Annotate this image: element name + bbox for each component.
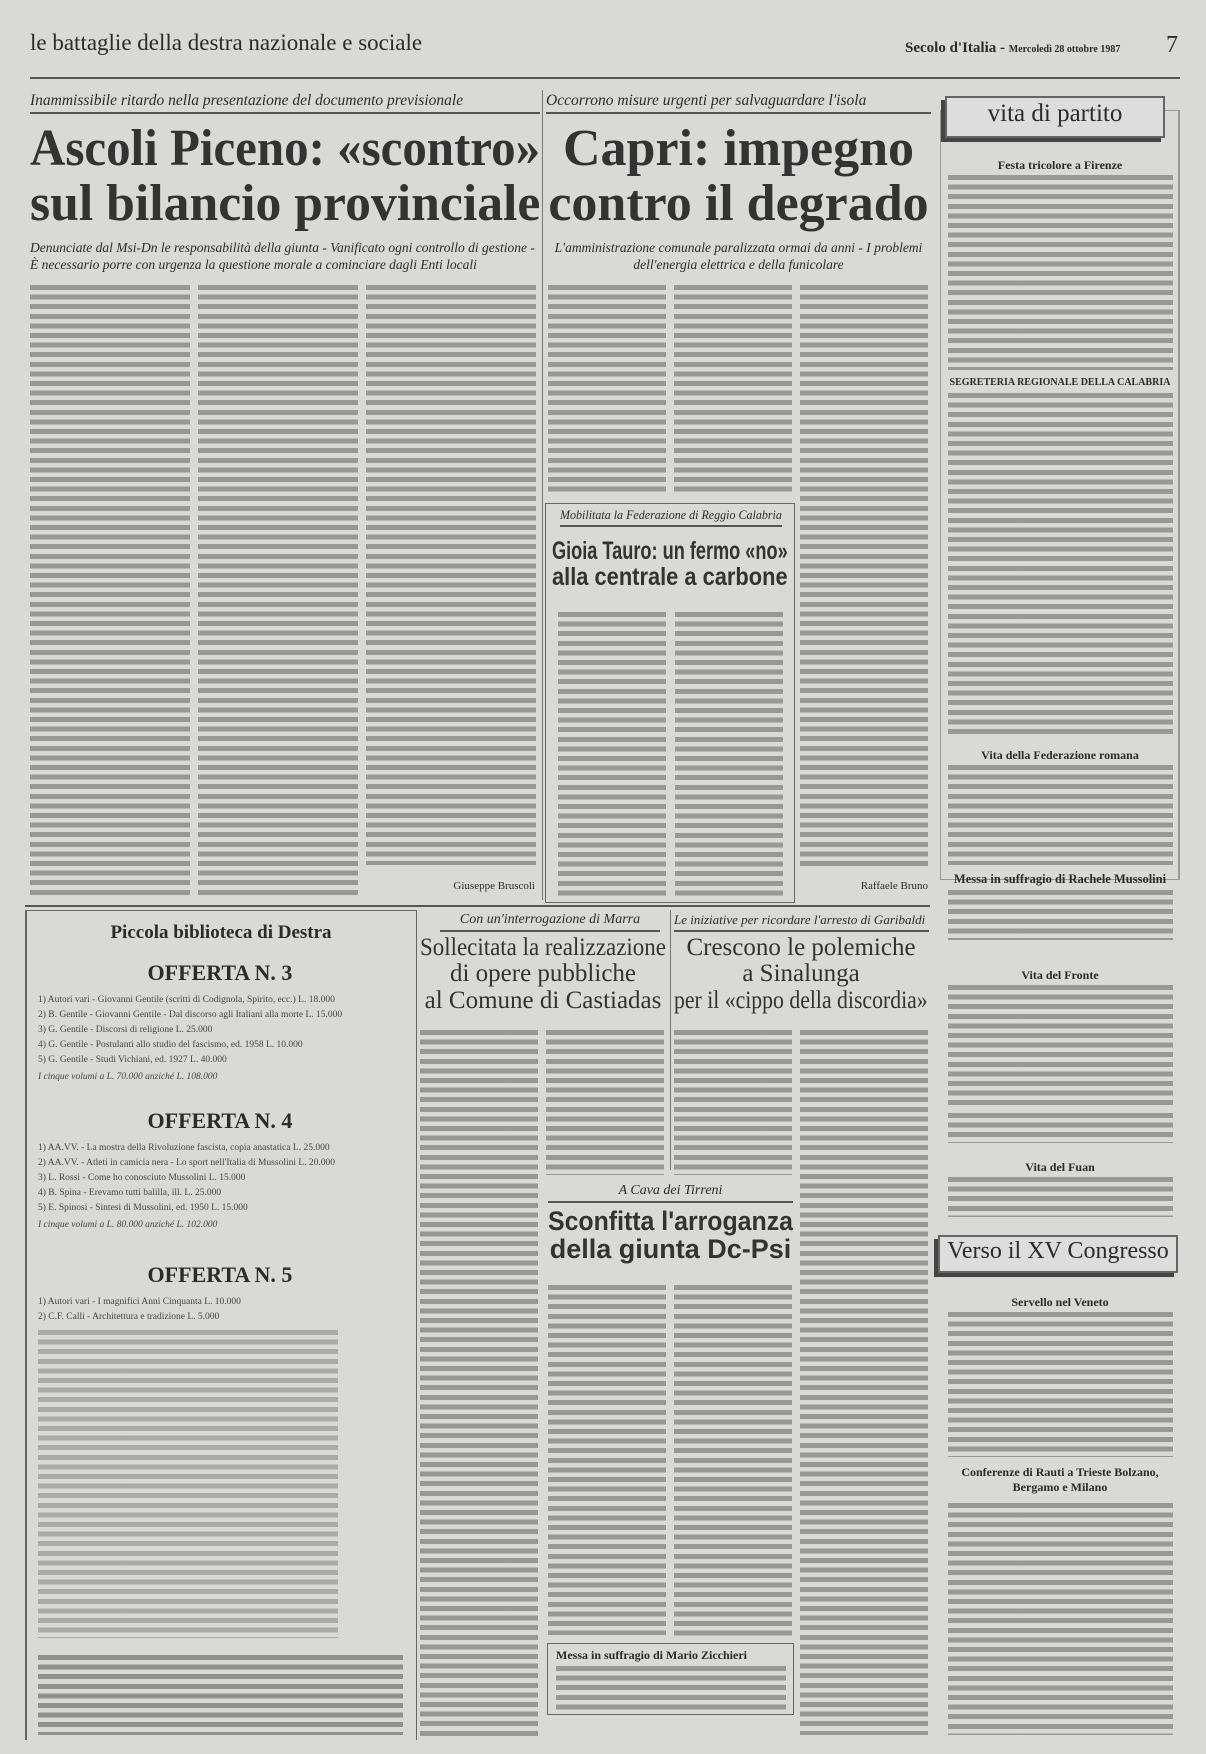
marra-headline: Sollecitata la realizzazione di opere pubbliche al Comune di Castiadas: [420, 934, 666, 1014]
sinalunga-headline: Crescono le polemiche a Sinalunga per il «cippo della discordia»: [674, 934, 928, 1014]
capri-headline: Capri: impegno contro il degrado: [548, 120, 929, 232]
page-number: 7: [1166, 32, 1178, 58]
tirreni-body-col2: [674, 1285, 792, 1640]
congress-section-body: [948, 1503, 1173, 1735]
paper-name: Secolo d'Italia - Mercoledì 28 ottobre 1987: [905, 40, 1121, 56]
offer-4-item: 4) B. Spina - Erevamo tutti balilla, ill. L. 25.000: [38, 1188, 222, 1198]
offer-5-item: 1) Autori vari - I magnifici Anni Cinquanta L. 10.000: [38, 1297, 241, 1307]
sidebar-section-heading: SEGRETERIA REGIONALE DELLA CALABRIA: [949, 377, 1171, 388]
paper-title: Secolo d'Italia: [905, 40, 997, 56]
biblioteca-title: Piccola biblioteca di Destra: [110, 922, 332, 943]
congress-section-heading: Conferenze di Rauti a Trieste Bolzano, Bergamo e Milano: [961, 1465, 1159, 1494]
congress-section-heading: Servello nel Veneto: [1011, 1295, 1109, 1309]
gioia-kicker: Mobilitata la Federazione di Reggio Calabria: [560, 508, 782, 527]
ascoli-kicker: Inammissibile ritardo nella presentazione del documento previsionale: [30, 92, 540, 114]
section-rule: [25, 905, 930, 907]
order-instructions: [38, 1655, 403, 1735]
offer-4-title: OFFERTA N. 4: [147, 1108, 293, 1133]
column-divider: [670, 910, 671, 1170]
gioia-body-col1: [558, 612, 666, 897]
sidebar-section-body: [948, 1113, 1173, 1143]
sidebar-section-body: [948, 890, 1173, 940]
congress-title: Verso il XV Congresso: [947, 1238, 1169, 1264]
offer-3-item: 5) G. Gentile - Studi Vichiani, ed. 1927 L. 40.000: [38, 1055, 227, 1065]
gioia-body-col2: [675, 612, 783, 897]
capri-byline: Raffaele Bruno: [860, 880, 928, 892]
capri-kicker: Occorrono misure urgenti per salvaguardare l'isola: [546, 92, 931, 114]
offer-3-item: 2) B. Gentile - Giovanni Gentile - Dal discorso agli Italiani alla morte L. 15.000: [38, 1010, 343, 1020]
sidebar-section-body: [948, 985, 1173, 1105]
sinalunga-body-col1: [674, 1030, 792, 1175]
sidebar-title: vita di partito: [987, 100, 1123, 127]
offer-3-total: I cinque volumi a L. 70.000 anziché L. 108.000: [38, 1072, 218, 1082]
tirreni-kicker: A Cava dei Tirreni: [548, 1183, 793, 1203]
sidebar-section-heading: Vita del Fronte: [1021, 968, 1099, 982]
offer-4-item: 1) AA.VV. - La mostra della Rivoluzione fascista, copia anastatica L. 25.000: [38, 1143, 330, 1153]
capri-body-col2: [674, 285, 792, 495]
ascoli-subtitle: Denunciate dal Msi-Dn le responsabilità della giunta - Vanificato ogni controllo di gestione - È necessario porre con urgenza la questione morale a cominciare dagli Enti locali: [30, 240, 535, 272]
offer-5-list: [38, 1330, 338, 1638]
masthead-rule: [30, 77, 1180, 79]
offer-3-item: 4) G. Gentile - Postulanti allo studio del fascismo, ed. 1958 L. 10.000: [38, 1040, 303, 1050]
zicchieri-body: [556, 1666, 786, 1710]
offer-3-item: 3) G. Gentile - Discorsi di religione L. 25.000: [38, 1025, 213, 1035]
offer-3-title: OFFERTA N. 3: [147, 960, 293, 985]
ascoli-byline: Giuseppe Bruscoli: [453, 880, 535, 892]
offer-4-item: 3) L. Rossi - Come ho conosciuto Mussolini L. 15.000: [38, 1173, 246, 1183]
issue-date: Mercoledì 28 ottobre 1987: [1008, 44, 1121, 55]
sidebar-section-body: [948, 765, 1173, 865]
sinalunga-body-col2: [800, 1030, 928, 1735]
section-title: le battaglie della destra nazionale e sociale: [30, 30, 423, 55]
sidebar-section-body: [948, 393, 1173, 738]
congress-section-body: [948, 1312, 1173, 1457]
gioia-headline: Gioia Tauro: un fermo «no» alla centrale a carbone: [552, 537, 788, 592]
sidebar-section-body: [948, 175, 1173, 370]
offer-3-item: 1) Autori vari - Giovanni Gentile (scritti di Codignola, Spirito, ecc.) L. 18.000: [38, 995, 335, 1005]
offer-4-total: I cinque volumi a L. 80.000 anziché L. 102.000: [38, 1220, 218, 1230]
sidebar-section-heading: Vita della Federazione romana: [981, 748, 1139, 762]
capri-body-col1: [548, 285, 666, 495]
column-divider: [542, 90, 543, 900]
tirreni-headline: Sconfitta l'arroganza della giunta Dc-Psi: [548, 1206, 793, 1265]
sinalunga-kicker: Le iniziative per ricordare l'arresto di Garibaldi: [674, 912, 929, 932]
marra-kicker: Con un'interrogazione di Marra: [440, 912, 660, 932]
offer-5-title: OFFERTA N. 5: [147, 1262, 293, 1287]
capri-body-col3: [800, 285, 928, 870]
offer-4-item: 5) E. Spinosi - Sintesi di Mussolini, ed. 1950 L. 15.000: [38, 1203, 248, 1213]
ascoli-body-col3: [366, 285, 536, 865]
ascoli-headline: Ascoli Piceno: «scontro» sul bilancio provinciale: [30, 120, 541, 232]
sidebar-section-heading: Messa in suffragio di Rachele Mussolini: [953, 872, 1167, 886]
ascoli-body-col2: [198, 285, 358, 895]
sidebar-section-body: [948, 1177, 1173, 1217]
capri-subtitle: L'amministrazione comunale paralizzata ormai da anni - I problemi dell'energia elettrica e della funicolare: [554, 240, 923, 272]
tirreni-body-col1: [548, 1285, 666, 1635]
marra-body-col2: [546, 1030, 664, 1175]
offer-5-item: 2) C.F. Calli - Architettura e tradizione L. 5.000: [38, 1312, 220, 1322]
ascoli-body-col1: [30, 285, 190, 895]
marra-body-col1: [420, 1030, 538, 1740]
sidebar-section-heading: Vita del Fuan: [1025, 1160, 1095, 1174]
zicchieri-title: Messa in suffragio di Mario Zicchieri: [556, 1648, 747, 1662]
sidebar-section-heading: Festa tricolore a Firenze: [997, 158, 1123, 172]
offer-4-item: 2) AA.VV. - Atleti in camicia nera - Lo sport nell'Italia di Mussolini L. 20.000: [38, 1158, 336, 1168]
